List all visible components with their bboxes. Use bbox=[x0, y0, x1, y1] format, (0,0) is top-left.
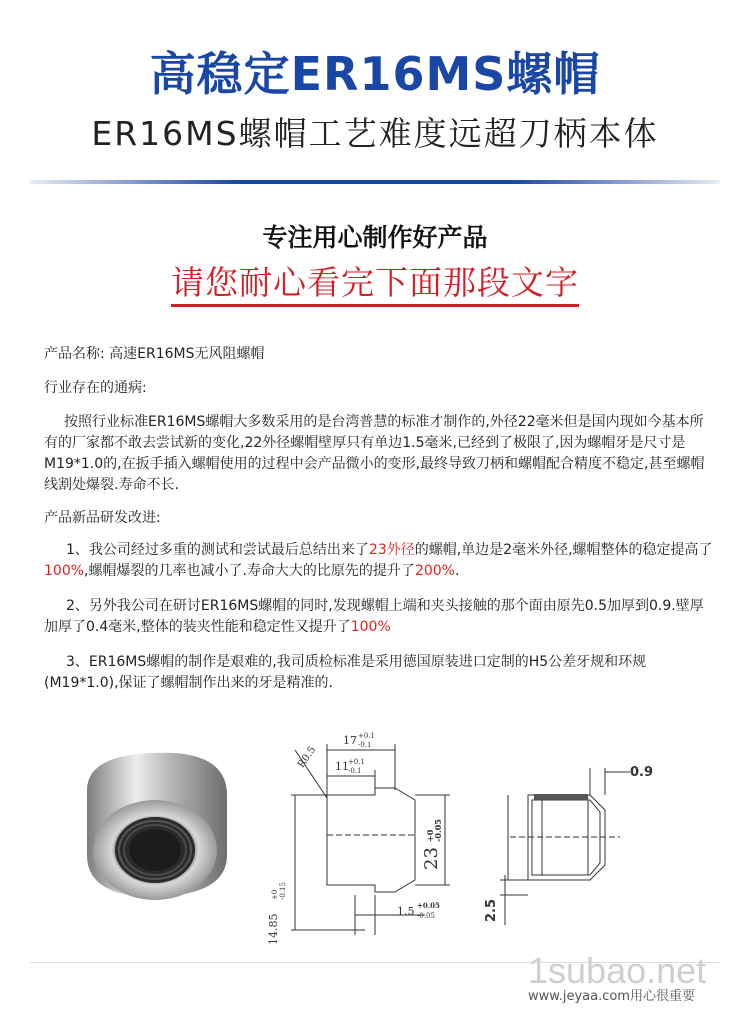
notice-slogan bbox=[0, 257, 750, 304]
improvement-item-1 bbox=[44, 540, 714, 582]
dim-23-label: 23 bbox=[421, 847, 442, 870]
thickness-drawing bbox=[470, 750, 670, 930]
item1-highlight-stability: 100% bbox=[44, 563, 85, 579]
item1-text-b: 的螺帽,单边是2毫米外径,螺帽整体的稳定提高了 bbox=[414, 542, 713, 558]
item1-text-a: 1、我公司经过多重的测试和尝试最后总结出来了 bbox=[66, 542, 369, 558]
problem-heading: 行业存在的通病: bbox=[44, 380, 147, 396]
item1-text-d: . bbox=[454, 563, 460, 579]
page-subtitle: ER16MS螺帽工艺难度远超刀柄本体 bbox=[91, 114, 659, 153]
dim-23-tol-up: +0 bbox=[425, 829, 435, 842]
radius-label: R0.5 bbox=[295, 744, 319, 771]
improvement-item-2 bbox=[44, 596, 714, 638]
dim-17-label: 17 bbox=[343, 734, 357, 747]
item1-text-c: ,螺帽爆裂的几率也减小了.寿命大大的比原先的提升了 bbox=[84, 563, 415, 579]
dim-17-tol-up: +0.1 bbox=[358, 732, 375, 740]
dim-15-tol-dn: -0.05 bbox=[417, 912, 435, 920]
improvement-item-3: 3、ER16MS螺帽的制作是艰难的,我司质检标准是采用德国原装进口定制的H5公差牙规和环规(M19*1.0),保证了螺帽制作出来的牙是精准的. bbox=[44, 654, 647, 691]
focus-slogan: 专注用心制作好产品 bbox=[262, 223, 488, 252]
dim-11-tol-dn: -0.1 bbox=[348, 767, 362, 775]
dim-15-label: 1.5 bbox=[397, 905, 415, 918]
dim-11-label: 11 bbox=[335, 760, 349, 773]
header-divider bbox=[30, 180, 720, 184]
dim-1485-tol-up: +0 bbox=[271, 889, 279, 900]
item2-highlight: 100% bbox=[350, 619, 391, 635]
problem-paragraph: 按照行业标准ER16MS螺帽大多数采用的是台湾普慧的标准才制作的,外径22毫米但是国内现如今基本所有的厂家都不敢去尝试新的变化,22外径螺帽壁厚只有单边1.5毫米,已经到了极限了,因为螺帽牙是尺寸是M19*1.0的,在扳手插入螺帽使用的过程中会产品微小的变形,最终导致刀柄和螺帽配合精度不稳定,甚至螺帽线割处爆裂.寿命不长. bbox=[44, 414, 705, 493]
improve-heading: 产品新品研发改进: bbox=[44, 510, 161, 526]
item1-highlight-diameter: 23外径 bbox=[368, 542, 415, 558]
watermark: 1subao.net bbox=[528, 950, 707, 991]
dim-17-tol-dn: -0.1 bbox=[358, 741, 372, 749]
dim-09-label: 0.9 bbox=[630, 765, 654, 780]
item1-highlight-lifetime: 200% bbox=[414, 563, 455, 579]
dim-11-tol-up: +0.1 bbox=[348, 758, 365, 766]
page-title: 高稳定ER16MS螺帽 bbox=[149, 47, 601, 101]
footer-url: www.jeyaa.com用心很重要 bbox=[528, 989, 695, 1004]
cross-section-drawing bbox=[255, 720, 465, 960]
item2-text: 2、另外我公司在研讨ER16MS螺帽的同时,发现螺帽上端和夹头接触的那个面由原先0.5加厚到0.9.壁厚加厚了0.4毫米,整体的装夹性能和稳定性又提升了 bbox=[44, 598, 704, 635]
notice-text: 请您耐心看完下面那段文字 bbox=[171, 263, 579, 307]
product-name: 产品名称: 高速ER16MS无风阻螺帽 bbox=[44, 346, 265, 362]
dim-1485-label: 14.85 bbox=[267, 913, 280, 945]
dim-1485-tol-dn: -0.15 bbox=[279, 882, 287, 900]
product-photo bbox=[75, 745, 235, 905]
dim-25-label: 2.5 bbox=[484, 898, 499, 922]
dim-15-tol-up: +0.05 bbox=[417, 901, 440, 910]
dim-23-tol-dn: -0.05 bbox=[433, 819, 443, 842]
